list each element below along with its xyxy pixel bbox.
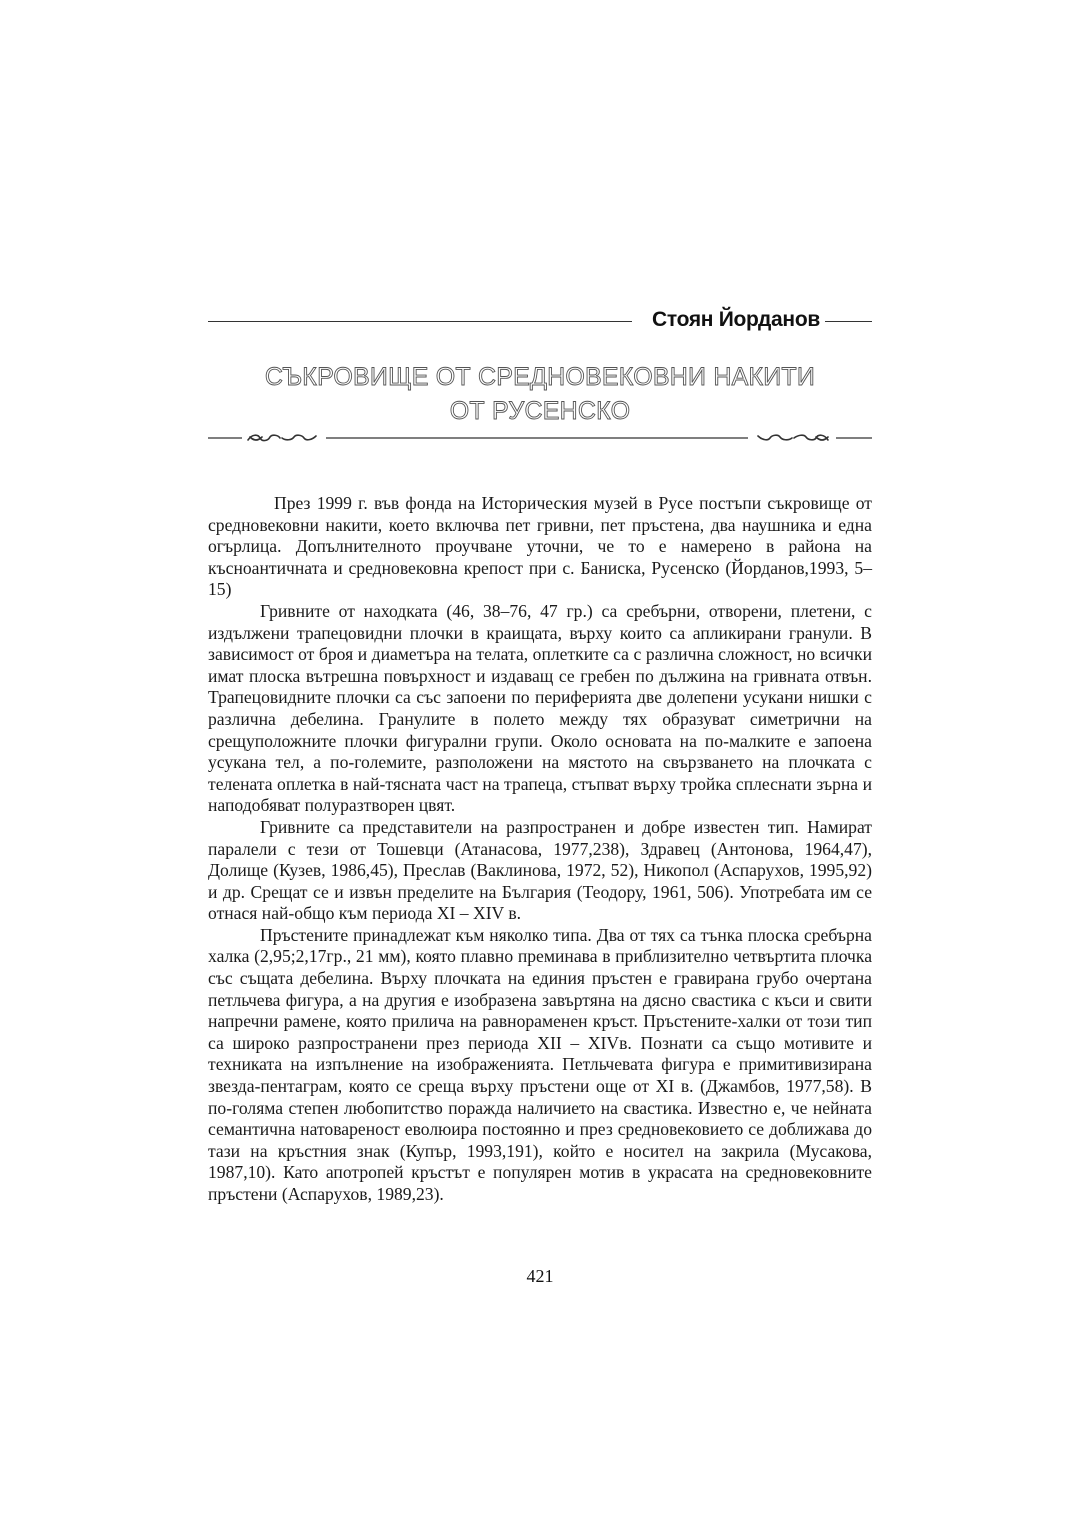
header-rule-right <box>825 321 872 322</box>
page-number: 421 <box>526 1266 554 1286</box>
paragraph: Пръстените принадлежат към няколко типа. Два от тях са тънка плоска сребърна халка (2,95;2,17гр., 21 мм), която плавно преминава в приблизително четвъртита плочка със същата дебелина. Върху плочката на единия пръстен е гравирана грубо очертана петльчева фигура, а на другия е изобразена завъртяна на дясно свастика с къси и свити напречни рамене, която прилича на равнораменен кръст. Пръстените-халки от този тип са широко разпространени през периода XII – XIVв. Познати са също мотивите и техниката на изпълнение на изображенията. Петльчевата фигура е примитивизирана звезда-пентаграм, която се среща върху пръстени още от XI в. (Джамбов, 1977,58). В по-голяма степен любопитство поражда наличието на свастика. Известно е, че нейната семантична натовареност еволюира постоянно и през средновековието се доближава до тази на кръстния знак (Купър, 1993,191), който е носител на закрила (Мусакова, 1987,10). Като апотропей кръстът е популярен мотив в украсата на средновековните пръстени (Аспарухов, 1989,23). <box>208 924 872 1204</box>
paragraph: Гривните от находката (46, 38–76, 47 гр.) са сребърни, отворени, плетени, с издължени трапецовидни плочки в краищата, върху които са апликирани гранули. В зависимост от броя и диаметъра на телата, оплетките са с различна сложност, но всички имат плоска вътрешна повърхност и издаващ се гребен по дължина на гривната отвън. Трапецовидните плочки са със запоени по периферията две долепени усукани нишки с различна дебелина. Гранулите в полето между тях образуват симетрични на срещуположните плочки фигурални групи. Около основата на по-малките е запоена усукана тел, а по-големите, разположени на мястото на свързването на плочката с телената оплетка в най-тясната част на трапеца, стъпват върху тройка сплеснати зърна и наподобяват полуразтворен цвят. <box>208 600 872 816</box>
article-title <box>208 360 872 428</box>
title-line-2: ОТ РУСЕНСКО <box>449 397 631 425</box>
author-header <box>208 306 872 336</box>
paragraph: През 1999 г. във фонда на Историческия музей в Русе постъпи съкровище от средновековни накити, което включва пет гривни, пет пръстена, два наушника и една огърлица. Допълнителното проучване уточни, че то е намерено в района на късноантичната и средновековна крепост при с. Баниска, Русенско (Йорданов,1993, 5–15) <box>208 493 872 600</box>
title-line-1: СЪКРОВИЩЕ ОТ СРЕДНОВЕКОВНИ НАКИТИ <box>264 363 816 391</box>
article-body <box>208 493 872 1206</box>
flourish-ornament-icon <box>248 435 316 440</box>
author-name: Стоян Йорданов <box>652 308 820 331</box>
ornament-rule <box>208 428 872 448</box>
header-rule-left <box>208 321 632 322</box>
flourish-ornament-icon <box>758 435 828 440</box>
paragraph: Гривните са представители на разпространен и добре известен тип. Намират паралели с тези от Тошевци (Атанасова, 1977,238), Здравец (Антонова, 1964,47), Долище (Кузев, 1986,45), Преслав (Ваклинова, 1972, 52), Никопол (Аспарухов, 1995,92) и др. Срещат се и извън пределите на България (Теодору, 1961, 506). Употребата им се отнася най-общо към периода XI – XIV в. <box>208 816 872 924</box>
